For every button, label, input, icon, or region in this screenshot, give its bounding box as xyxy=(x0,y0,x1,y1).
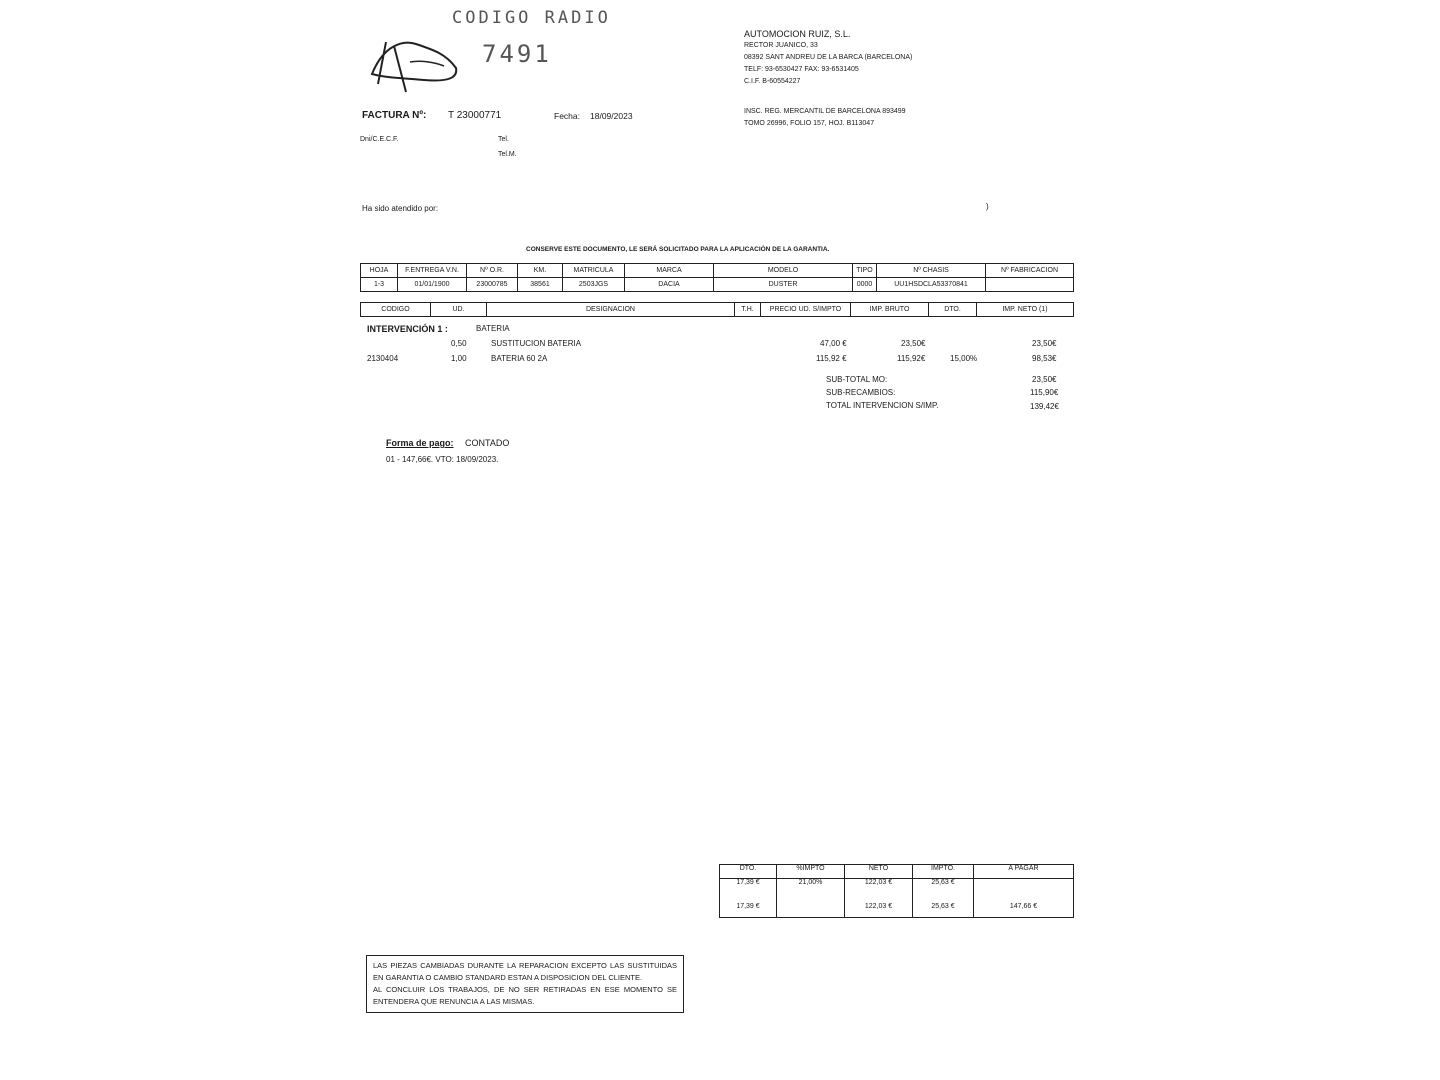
line-discount: 15,00% xyxy=(950,354,978,363)
disclaimer-line-1: LAS PIEZAS CAMBIADAS DURANTE LA REPARACION EXCEPTO LAS SUSTITUIDAS EN GARANTIA O CAMBIO STANDARD ESTAN A DISPOSICION DEL CLIENTE. xyxy=(373,961,677,982)
vehicle-value-cell: UU1HSDCLA53370841 xyxy=(877,278,986,292)
items-header-table xyxy=(360,302,1074,317)
invoice-number-label: FACTURA Nº: xyxy=(362,110,427,121)
company-phones: TELF: 93-6530427 FAX: 93-6531405 xyxy=(744,66,859,73)
company-cif: C.I.F. B-60554227 xyxy=(744,78,801,85)
car-logo-icon xyxy=(364,34,464,96)
totals-cell: 21,00% xyxy=(777,879,845,904)
line-price: 47,00 € xyxy=(820,339,847,348)
attended-by-mark: ) xyxy=(986,202,989,211)
totals-cell: 25,63 € xyxy=(913,879,974,904)
totals-row xyxy=(720,879,1074,904)
vehicle-header-cell: MODELO xyxy=(714,264,853,278)
totals-cell xyxy=(974,879,1074,904)
totals-row xyxy=(720,903,1074,918)
vehicle-value-cell xyxy=(986,278,1074,292)
payment-detail: 01 - 147,66€. VTO: 18/09/2023. xyxy=(386,455,499,464)
totals-cell xyxy=(777,903,845,918)
vehicle-value-cell: 38561 xyxy=(518,278,563,292)
invoice-date: 18/09/2023 xyxy=(590,111,633,121)
company-address: RECTOR JUANICO, 33 xyxy=(744,42,818,49)
subtotal-parts-value: 115,90€ xyxy=(1030,388,1059,397)
invoice-date-label: Fecha: xyxy=(554,111,580,121)
line-description: BATERIA 60 2A xyxy=(491,354,548,363)
vehicle-header-cell: Nº CHASIS xyxy=(877,264,986,278)
vehicle-value-cell: 01/01/1900 xyxy=(398,278,467,292)
vehicle-value-row xyxy=(361,278,1074,292)
items-header-cell: DESIGNACION xyxy=(487,303,735,317)
items-header-cell: PRECIO UD. S/IMPTO xyxy=(761,303,851,317)
vehicle-table xyxy=(360,263,1074,292)
subtotal-labor-label: SUB-TOTAL MO: xyxy=(826,375,888,384)
items-header-cell: DTO. xyxy=(929,303,977,317)
totals-header-row xyxy=(720,865,1074,879)
intervention-label: INTERVENCIÓN 1 : xyxy=(367,324,448,334)
vehicle-value-cell: DACIA xyxy=(625,278,714,292)
total-intervention-label: TOTAL INTERVENCION S/IMP. xyxy=(826,401,939,410)
line-description: SUSTITUCION BATERIA xyxy=(491,339,582,348)
vehicle-header-cell: MARCA xyxy=(625,264,714,278)
vehicle-header-cell: MATRICULA xyxy=(563,264,625,278)
items-header-cell: CODIGO xyxy=(361,303,431,317)
registry-line-1: INSC. REG. MERCANTIL DE BARCELONA 893499 xyxy=(744,108,906,115)
total-intervention-value: 139,42€ xyxy=(1030,402,1059,411)
line-gross: 23,50€ xyxy=(901,339,926,348)
dni-label: Dni/C.E.C.F. xyxy=(360,136,399,143)
vehicle-value-cell: DUSTER xyxy=(714,278,853,292)
totals-cell: 17,39 € xyxy=(720,879,777,904)
vehicle-header-cell: KM. xyxy=(518,264,563,278)
payment-method: CONTADO xyxy=(465,438,510,448)
company-block xyxy=(744,28,912,88)
vehicle-header-cell: Nº FABRICACION xyxy=(986,264,1074,278)
registry-block xyxy=(744,106,906,130)
totals-cell: 122,03 € xyxy=(845,903,913,918)
line-net: 98,53€ xyxy=(1032,354,1057,363)
totals-header-cell: A PAGAR xyxy=(974,865,1074,879)
subtotal-labor-value: 23,50€ xyxy=(1032,375,1057,384)
vehicle-header-cell: Nº O.R. xyxy=(467,264,518,278)
line-gross: 115,92€ xyxy=(897,354,926,363)
vehicle-header-cell: F.ENTREGA V.N. xyxy=(398,264,467,278)
tel-label: Tel. xyxy=(498,136,509,143)
totals-header-cell: NETO xyxy=(845,865,913,879)
intervention-name: BATERIA xyxy=(476,324,510,333)
line-qty: 0,50 xyxy=(451,339,467,348)
warranty-notice: CONSERVE ESTE DOCUMENTO, LE SERÁ SOLICITADO PARA LA APLICACIÓN DE LA GARANTIA. xyxy=(526,246,830,253)
items-header-cell: UD. xyxy=(431,303,487,317)
vehicle-value-cell: 2503JGS xyxy=(563,278,625,292)
items-header-cell: IMP. BRUTO xyxy=(851,303,929,317)
totals-cell: 25,63 € xyxy=(913,903,974,918)
items-header-cell: T.H. xyxy=(735,303,761,317)
line-net: 23,50€ xyxy=(1032,339,1057,348)
subtotal-parts-label: SUB-RECAMBIOS: xyxy=(826,388,896,397)
disclaimer-line-2: AL CONCLUIR LOS TRABAJOS, DE NO SER RETIRADAS EN ESE MOMENTO SE ENTENDERA QUE RENUNCIA A LAS MISMAS. xyxy=(373,985,677,1006)
totals-table xyxy=(719,864,1074,918)
line-qty: 1,00 xyxy=(451,354,467,363)
totals-header-cell: %IMPTO xyxy=(777,865,845,879)
payment-label: Forma de pago: xyxy=(386,438,454,448)
invoice-number: T 23000771 xyxy=(448,110,502,121)
items-header-row xyxy=(361,303,1074,317)
vehicle-header-cell: HOJA xyxy=(361,264,398,278)
vehicle-value-cell: 23000785 xyxy=(467,278,518,292)
vehicle-value-cell: 1-3 xyxy=(361,278,398,292)
totals-cell: 17,39 € xyxy=(720,903,777,918)
totals-header-cell: DTO. xyxy=(720,865,777,879)
company-city: 08392 SANT ANDREU DE LA BARCA (BARCELONA) xyxy=(744,54,913,61)
items-header-cell: IMP. NETO (1) xyxy=(977,303,1074,317)
handwritten-note: CODIGO RADIO xyxy=(452,8,611,28)
vehicle-value-cell: 0000 xyxy=(853,278,877,292)
vehicle-header-row xyxy=(361,264,1074,278)
parts-disclaimer xyxy=(366,955,684,1013)
company-name: AUTOMOCION RUIZ, S.L. xyxy=(744,29,851,39)
line-code: 2130404 xyxy=(367,354,399,363)
totals-header-cell: IMPTO. xyxy=(913,865,974,879)
vehicle-header-cell: TIPO xyxy=(853,264,877,278)
line-price: 115,92 € xyxy=(816,354,847,363)
handwritten-code: 7491 xyxy=(482,40,552,68)
registry-line-2: TOMO 26996, FOLIO 157, HOJ. B113047 xyxy=(744,120,875,127)
totals-cell: 147,66 € xyxy=(974,903,1074,918)
attended-by-label: Ha sido atendido por: xyxy=(362,204,439,213)
totals-cell: 122,03 € xyxy=(845,879,913,904)
telm-label: Tel.M. xyxy=(498,151,517,158)
